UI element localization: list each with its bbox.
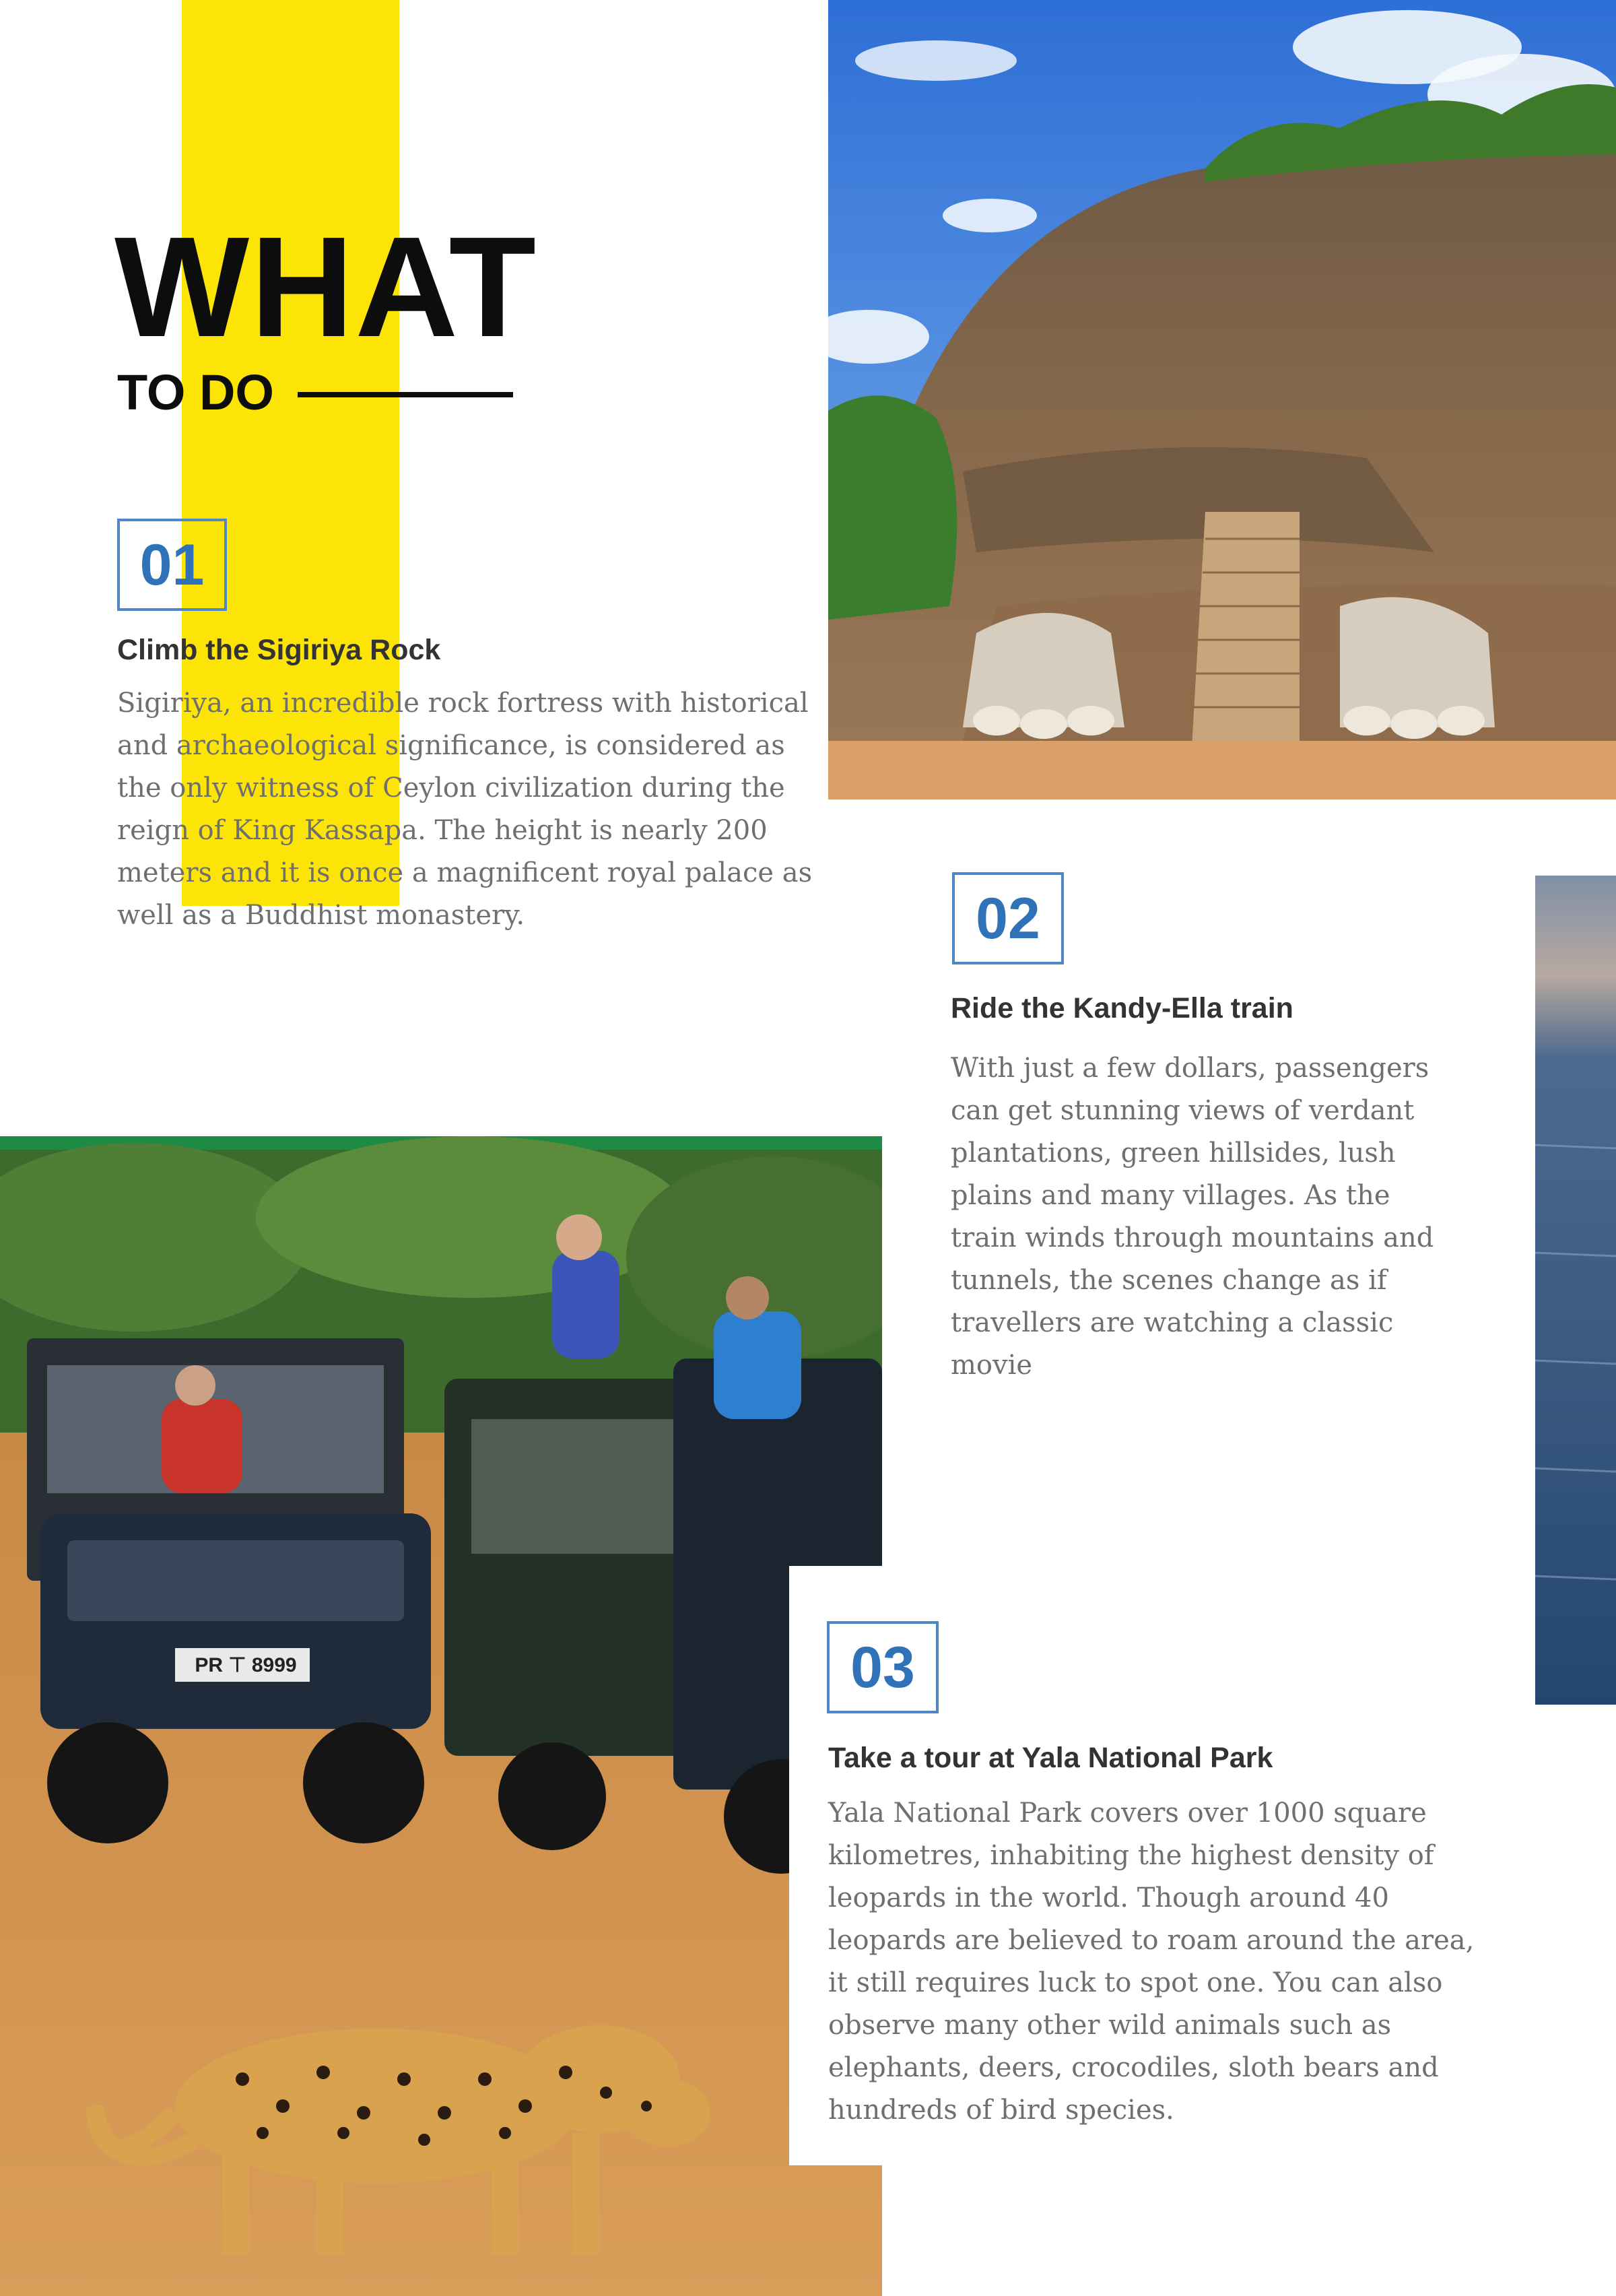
item-body-02: With just a few dollars, passengers can get stunning views of verdant plantations, green hillsides, lush plains and many villages. As the train winds through mountains and tunnels, the scenes change as if travellers are watching a classic movie <box>951 1053 1434 1381</box>
item-body-03: Yala National Park covers over 1000 square kilometres, inhabiting the highest density of leopards in the world. Though around 40 leopards are believed to roam around the area, it still requires luck to spot one. You can also observe many other wild animals such as elephants, deers, crocodiles, sloth bears and hundreds of bird species. <box>828 1798 1475 2126</box>
item-number-02: 02 <box>952 872 1064 964</box>
yala-safari-photo <box>0 1136 882 2296</box>
item-title-01: Climb the Sigiriya Rock <box>117 634 441 666</box>
safari-license-plate: PR ⊤ 8999 <box>195 1653 297 1676</box>
item-title-02: Ride the Kandy-Ella train <box>951 992 1293 1024</box>
page-title: WHAT <box>114 207 538 366</box>
item-number-01: 01 <box>117 519 227 611</box>
page-subtitle: TO DO <box>117 364 274 420</box>
sigiriya-rock-photo <box>828 0 1616 799</box>
item-body-01: Sigiriya, an incredible rock fortress with historical and archaeological significance, is considered as the only witness of Ceylon civilization during the reign of King Kassapa. The height is nearly 200 meters and it is once a magnificent royal palace as well as a Buddhist monastery. <box>117 688 813 931</box>
title-rule <box>298 392 513 397</box>
item-title-03: Take a tour at Yala National Park <box>828 1742 1273 1774</box>
item-number-03: 03 <box>827 1621 939 1713</box>
ocean-photo <box>1535 876 1616 1705</box>
